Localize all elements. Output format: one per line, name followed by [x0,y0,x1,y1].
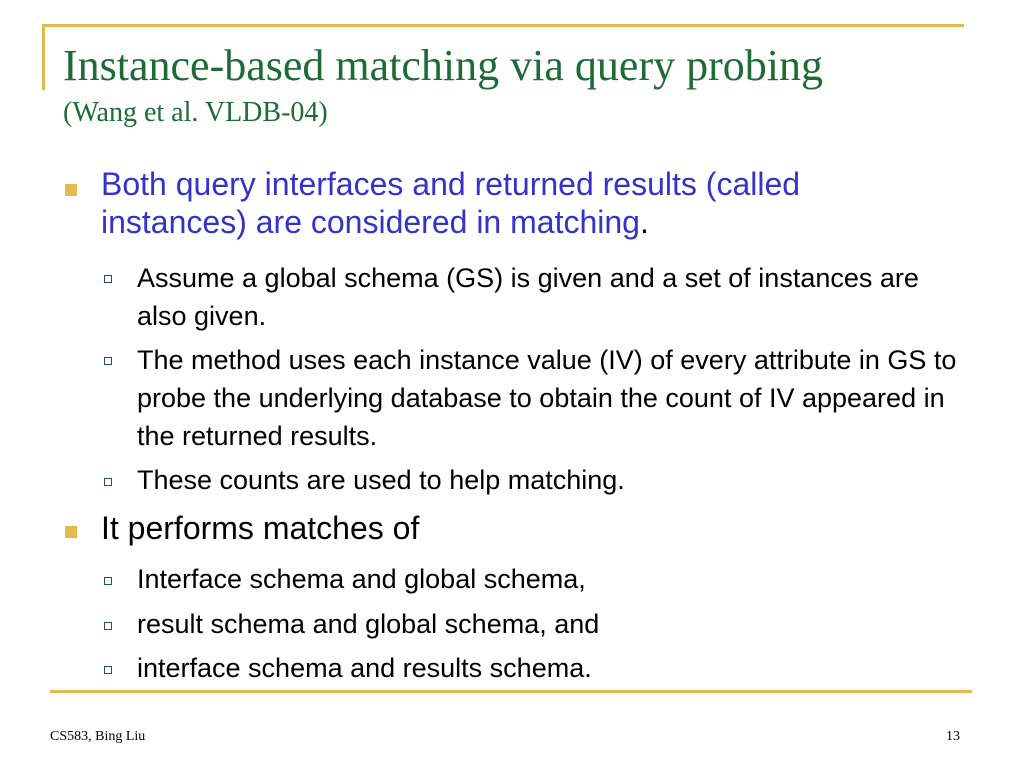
bullet-item-2: It performs matches of [101,510,420,546]
hollow-square-bullet-icon [104,478,112,486]
page-number: 13 [946,729,960,744]
hollow-square-bullet-icon [104,666,112,674]
sub-bullet-item: Assume a global schema (GS) is given and a set of instances are also given. [137,263,919,331]
title-subtitle: (Wang et al. VLDB-04) [63,97,328,128]
square-bullet-icon [65,184,77,196]
bullet-item-1 [101,165,941,241]
hollow-square-bullet-icon [104,622,112,630]
sub-bullet-item: These counts are used to help matching. [137,465,625,495]
bullet-suffix: . [639,204,649,240]
hollow-square-bullet-icon [104,577,112,585]
sub-bullet-item: The method uses each instance value (IV) of every attribute in GS to probe the underlying database to obtain the count of IV appeared in the returned results. [137,345,957,451]
hollow-square-bullet-icon [104,357,112,365]
frame-bottom-rule [50,690,972,693]
footer-course-label: CS583, Bing Liu [50,729,146,744]
sub-bullet-item: result schema and global schema, and [137,609,600,639]
bullet-text: Both query interfaces and returned results (called instances) are considered in matching [101,166,801,240]
sub-bullet-item: interface schema and results schema. [137,653,592,683]
hollow-square-bullet-icon [104,275,112,283]
square-bullet-icon [65,526,77,538]
title-main: Instance-based matching via query probing [63,41,823,90]
sub-bullet-item: Interface schema and global schema, [137,564,586,594]
